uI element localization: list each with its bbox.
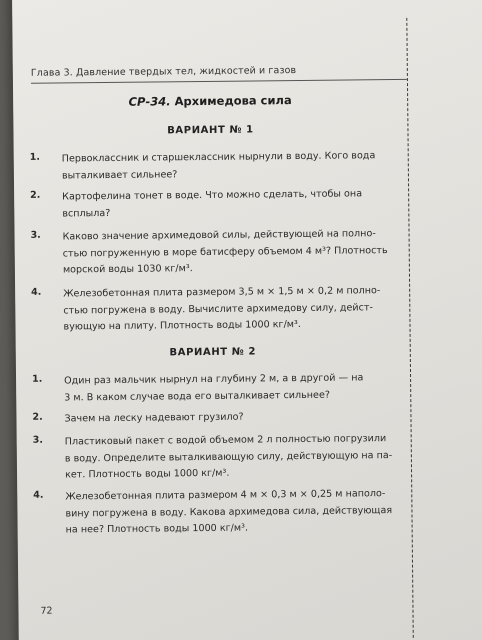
- variant-2-heading: ВАРИАНТ № 2: [169, 346, 257, 359]
- question-number: 1.: [29, 151, 41, 163]
- text-line: всплыла?: [62, 207, 111, 219]
- text-line: Железобетонная плита размером 3,5 м × 1,5 м × 0,2 м полно-: [63, 285, 381, 300]
- question-number: 2.: [32, 411, 43, 423]
- question: [33, 486, 409, 536]
- question: [32, 431, 409, 481]
- question-text: [62, 226, 408, 279]
- question-text: [62, 186, 408, 223]
- text-line: на нее? Плотность воды 1000 кг/м³.: [65, 522, 249, 536]
- text-line: выталкивает сильнее?: [61, 168, 178, 181]
- variant-1-heading: ВАРИАНТ № 1: [167, 124, 254, 137]
- question: [30, 226, 406, 276]
- page-number: 72: [40, 605, 53, 617]
- question: [30, 186, 406, 219]
- question-text: [64, 370, 410, 407]
- question-text: [65, 431, 411, 484]
- text-line: стью погружена в воду. Вычислите архимедову силу, дейст-: [63, 301, 374, 316]
- text-line: морской воды 1030 кг/м³.: [62, 263, 193, 276]
- workbook-page: [12, 0, 482, 640]
- question: [31, 283, 407, 333]
- page-title: [13, 92, 407, 110]
- question-number: 3.: [30, 229, 41, 241]
- question: [31, 370, 408, 403]
- question-number: 1.: [31, 373, 43, 385]
- question-number: 4.: [33, 489, 44, 501]
- text-line: вину погружена в воду. Какова архимедова сила, действующая: [65, 504, 393, 519]
- question-number: 2.: [30, 189, 41, 201]
- header-rule: [31, 79, 407, 84]
- question-text: [63, 283, 409, 336]
- text-line: Пластиковый пакет с водой объемом 2 л полностью погрузили: [64, 433, 387, 448]
- question-number: 4.: [31, 286, 42, 298]
- question: [32, 408, 408, 425]
- chapter-header: Глава 3. Давление твердых тел, жидкостей и газов: [30, 65, 297, 79]
- text-line: стью погруженную в море батисферу объемом 4 м³? Плотность: [62, 244, 388, 259]
- text-line: Каково значение архимедовой силы, действующей на полно-: [62, 228, 376, 243]
- title-name: Архимедова сила: [174, 93, 292, 109]
- text-line: Один раз мальчик нырнул на глубину 2 м, а в другой — на: [64, 372, 364, 387]
- question-number: 3.: [32, 434, 43, 446]
- text-line: Зачем на леску надевают грузило?: [64, 411, 244, 425]
- title-code: СР-34.: [128, 94, 171, 109]
- text-line: Железобетонная плита размером 4 м × 0,3 м × 0,25 м наполо-: [65, 488, 386, 503]
- text-line: в воду. Определите выталкивающую силу, действующую на па-: [64, 449, 393, 464]
- question: [29, 148, 406, 181]
- text-line: Картофелина тонет в воде. Что можно сделать, чтобы она: [62, 188, 363, 203]
- question-text: [64, 408, 410, 428]
- question-text: [62, 148, 408, 185]
- text-line: Первоклассник и старшеклассник нырнули в воду. Кого вода: [61, 150, 376, 165]
- question-text: [65, 486, 411, 539]
- text-line: кет. Плотность воды 1000 кг/м³.: [65, 467, 230, 481]
- text-line: 3 м. В каком случае вода его выталкивает сильнее?: [64, 389, 330, 403]
- text-line: вующую на плиту. Плотность воды 1000 кг/м³.: [63, 318, 301, 333]
